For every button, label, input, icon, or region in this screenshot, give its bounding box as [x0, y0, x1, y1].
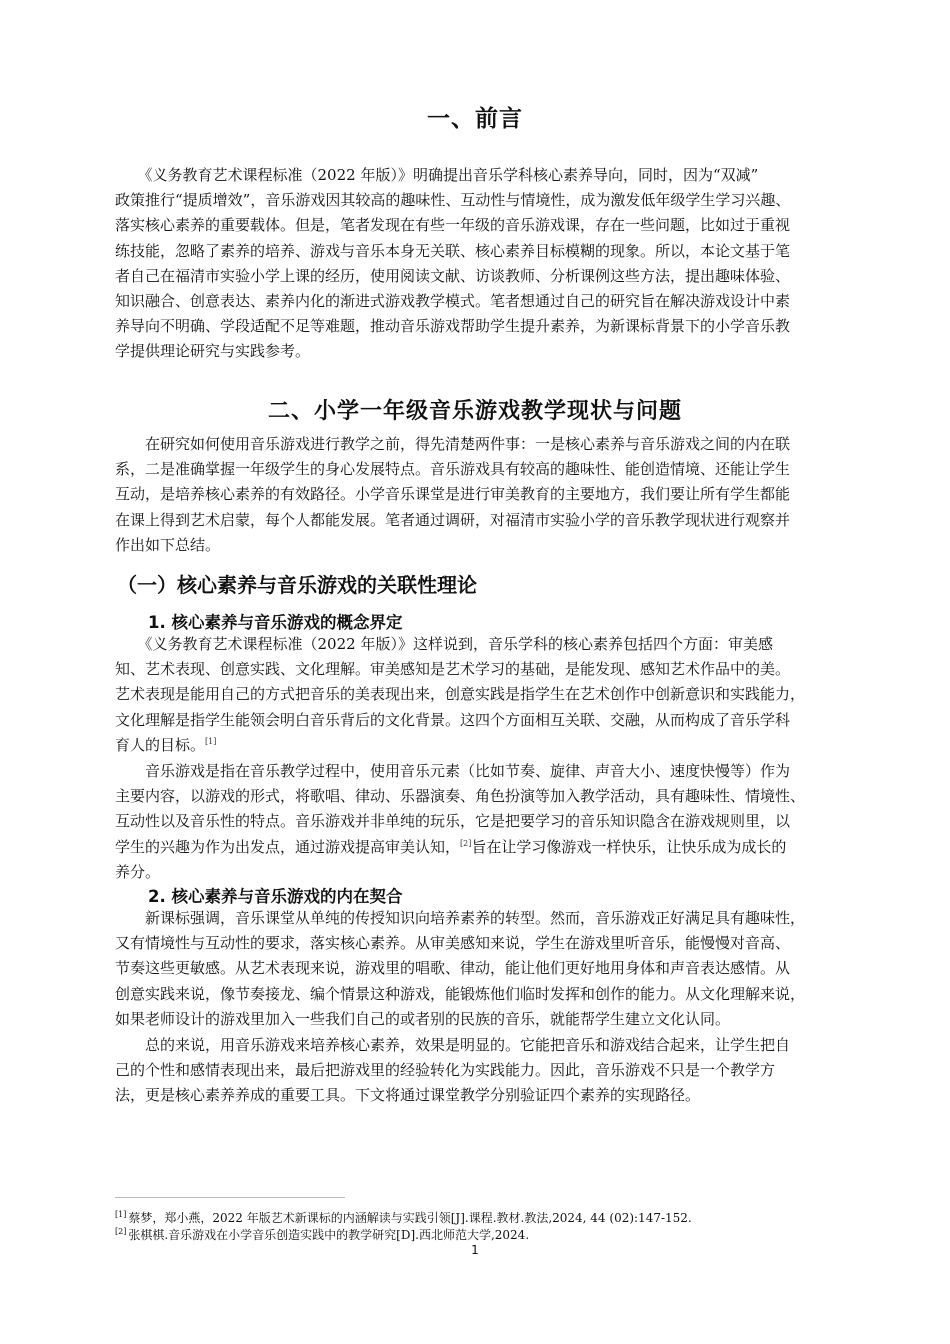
subheading-concept: 1. 核心素养与音乐游戏的概念界定: [148, 613, 403, 632]
text-line: 者自己在福清市实验小学上课的经历，使用阅读文献、访谈教师、分析课例这些方法，提出趣味体验、: [115, 266, 791, 285]
footnote-ref-2[interactable]: [2]: [460, 838, 472, 848]
section-heading-preface: 一、前言: [427, 106, 523, 132]
text-line: 节奏这些更敏感。从艺术表现来说，游戏里的唱歌、律动，能让他们更好地用身体和声音表达感情。从: [115, 959, 791, 978]
page-number: 1: [471, 1243, 479, 1257]
text-fragment: 旨在让学习像游戏一样快乐，让快乐成为成长的: [471, 837, 787, 856]
text-line: 新课标强调，音乐课堂从单纯的传授知识向培养素养的转型。然而，音乐游戏正好满足具有趣味性，: [115, 909, 806, 927]
text-line: 养分。: [115, 862, 161, 881]
text-line: [115, 733, 860, 758]
text-line: 养导向不明确、学段适配不足等难题，推动音乐游戏帮助学生提升素养，为新课标背景下的小学音乐教: [115, 317, 791, 336]
text-line: 如果老师设计的游戏里加入一些我们自己的或者别的民族的音乐，就能帮学生建立文化认同。: [115, 1009, 731, 1028]
text-line: 主要内容，以游戏的形式，将歌唱、律动、乐器演奏、角色扮演等加入教学活动，具有趣味性、情境性、: [115, 787, 806, 806]
text-line: 法，更是核心素养养成的重要工具。下文将通过课堂教学分别验证四个素养的实现路径。: [115, 1086, 701, 1105]
subheading-fit: 2. 核心素养与音乐游戏的内在契合: [148, 887, 403, 906]
text-line: 总的来说，用音乐游戏来培养核心素养，效果是明显的。它能把音乐和游戏结合起来，让学生把自: [115, 1036, 791, 1054]
text-line: 政策推行“提质增效”，音乐游戏因其较高的趣味性、互动性与情境性，成为激发低年级学生学习兴趣、: [115, 191, 791, 210]
text-fragment: 学生的兴趣为作为出发点，通过游戏提高审美认知，: [115, 837, 461, 856]
text-line: [115, 835, 860, 860]
footnote-2: [115, 1227, 529, 1243]
text-line: 文化理解是指学生能领会明白音乐背后的文化背景。这四个方面相互关联、交融，从而构成了音乐学科: [115, 710, 791, 729]
text-line: 创意实践来说，像节奏接龙、编个情景这种游戏，能锻炼他们临时发挥和创作的能力。从文化理解来说，: [115, 984, 806, 1003]
footnote-ref-1[interactable]: [1]: [205, 736, 217, 746]
status-paragraph: [115, 432, 860, 558]
text-line: 互动，是培养核心素养的有效路径。小学音乐课堂是进行审美教育的主要地方，我们要让所有学生都能: [115, 485, 791, 504]
text-line: 学提供理论研究与实践参考。: [115, 342, 311, 361]
section-heading-status: 二、小学一年级音乐游戏教学现状与问题: [267, 399, 682, 424]
footnote-1: [115, 1210, 692, 1226]
text-line: 落实核心素养的重要载体。但是，笔者发现在有些一年级的音乐游戏课，存在一些问题，比如过于重视: [115, 216, 791, 235]
text-line: 系，二是准确掌握一年级学生的身心发展特点。音乐游戏具有较高的趣味性、能创造情境、还能让学生: [115, 460, 791, 479]
text-line: 作出如下总结。: [115, 535, 221, 554]
preface-paragraph: [115, 163, 860, 365]
footnote-mark: [1]: [115, 1210, 127, 1219]
text-line: 练技能，忽略了素养的培养、游戏与音乐本身无关联、核心素养目标模糊的现象。所以，本论文基于笔: [115, 241, 791, 260]
text-line: 己的个性和感情表现出来，最后把游戏里的经验转化为实践能力。因此，音乐游戏不只是一个教学方: [115, 1061, 776, 1080]
text-line: 知、艺术表现、创意实践、文化理解。审美感知是艺术学习的基础，是能发现、感知艺术作品中的美。: [115, 660, 791, 679]
footnote-divider: [115, 1197, 345, 1198]
text-line: 互动性以及音乐性的特点。音乐游戏并非单纯的玩乐，它是把要学习的音乐知识隐含在游戏规则里，以: [115, 812, 791, 831]
text-line: 在课上得到艺术启蒙，每个人都能发展。笔者通过调研，对福清市实验小学的音乐教学现状进行观察并: [115, 510, 791, 529]
subsection-heading: （一）核心素养与音乐游戏的关联性理论: [117, 573, 477, 597]
music-game-paragraph: [115, 759, 860, 885]
text-line: 又有情境性与互动性的要求，落实核心素养。从审美感知来说，学生在游戏里听音乐，能慢慢对音高、: [115, 934, 791, 953]
fit-paragraph: [115, 906, 860, 1032]
summary-paragraph: [115, 1033, 860, 1109]
text-line: 在研究如何使用音乐游戏进行教学之前，得先清楚两件事：一是核心素养与音乐游戏之间的内在联: [115, 435, 791, 453]
text-line: 《义务教育艺术课程标准（2022 年版）》明确提出音乐学科核心素养导向，同时，因为“双减”: [115, 166, 759, 184]
footnote-mark: [2]: [115, 1227, 127, 1236]
text-line: 艺术表现是能用自己的方式把音乐的美表现出来，创意实践是指学生在艺术创作中创新意识和实践能力，: [115, 685, 806, 704]
footnote-text: 张棋棋.音乐游戏在小学音乐创造实践中的教学研究[D].西北师范大学,2024.: [128, 1228, 530, 1242]
text-line: 《义务教育艺术课程标准（2022 年版）》这样说到，音乐学科的核心素养包括四个方面：审美感: [115, 635, 773, 653]
footnote-text: 蔡梦，郑小燕，2022 年版艺术新课标的内涵解读与实践引领[J].课程.教材.教法,2024, 44 (02):147-152.: [128, 1211, 692, 1225]
text-line: 知识融合、创意表达、素养内化的渐进式游戏教学模式。笔者想通过自己的研究旨在解决游戏设计中素: [115, 291, 791, 310]
text-line: 音乐游戏是指在音乐教学过程中，使用音乐元素（比如节奏、旋律、声音大小、速度快慢等）作为: [115, 762, 791, 780]
concept-paragraph: [115, 632, 860, 758]
text-fragment: 育人的目标。: [115, 735, 206, 754]
